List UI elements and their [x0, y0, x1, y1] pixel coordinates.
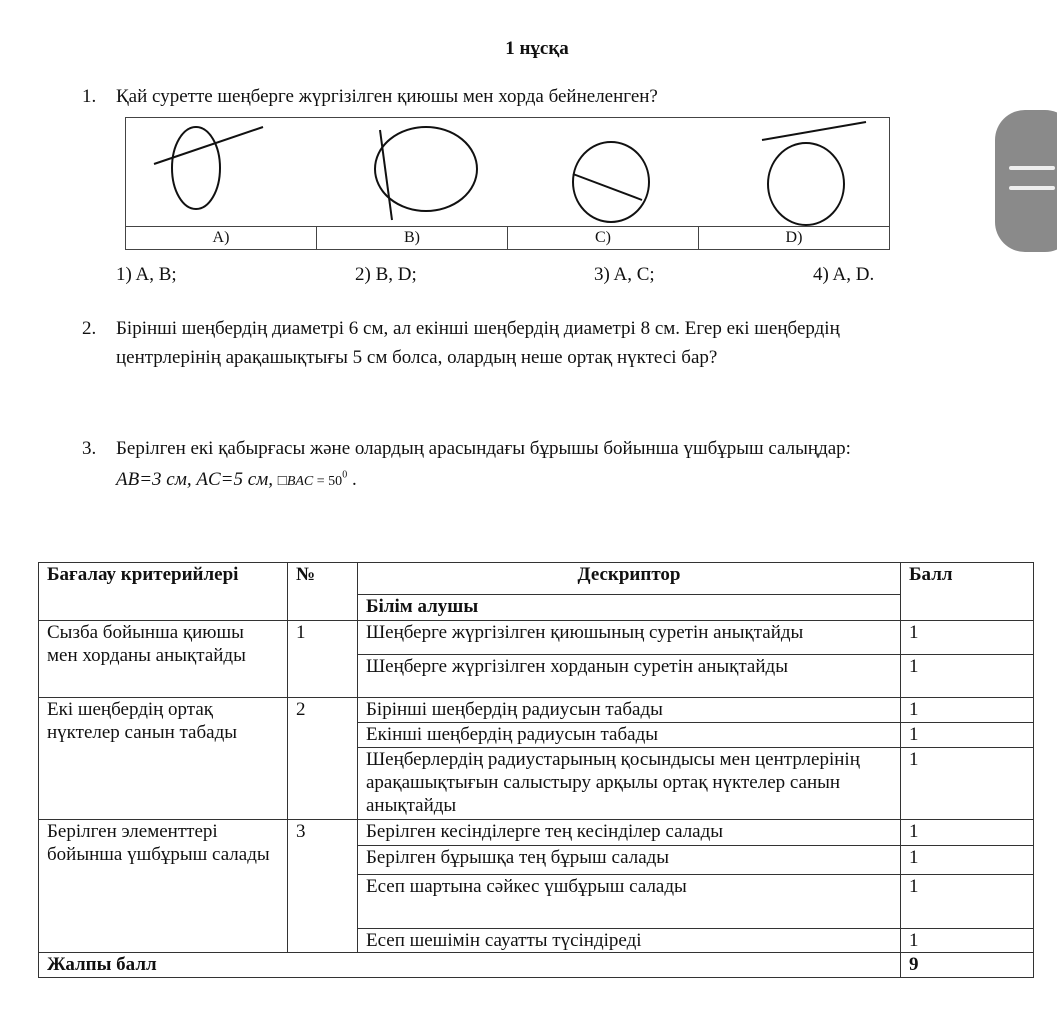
figure-label-b: B) — [316, 227, 507, 249]
option-2: 2) B, D; — [355, 264, 417, 285]
total-label: Жалпы балл — [39, 953, 901, 978]
angle-symbol: □ — [277, 473, 287, 489]
header-criteria: Бағалау критерийлері — [39, 563, 288, 621]
question-2-number: 2. — [82, 318, 97, 339]
criteria-cell: Сызба бойынша қиюшы мен хорданы анықтайды — [39, 621, 288, 698]
option-4: 4) A, D. — [813, 264, 875, 285]
assessment-table — [38, 562, 1034, 978]
question-2-line1: Бірінші шеңбердің диаметрі 6 см, ал екінші шеңбердің диаметрі 8 см. Егер екі шеңбердің — [116, 318, 840, 339]
score-cell: 1 — [901, 655, 1034, 698]
question-1-text: Қай суретте шеңберге жүргізілген қиюшы мен хорда бейнеленген? — [116, 86, 658, 107]
menu-button[interactable] — [995, 110, 1057, 252]
score-cell: 1 — [901, 723, 1034, 748]
figure-label-d: D) — [698, 227, 889, 249]
question-3-line1: Берілген екі қабырғасы және олардың арасындағы бұрышы бойынша үшбұрыш салыңдар: — [116, 438, 851, 459]
figure-labels — [126, 226, 889, 249]
score-cell: 1 — [901, 846, 1034, 875]
descriptor-cell: Екінші шеңбердің радиусын табады — [358, 723, 901, 748]
degree-sign: 0 — [342, 469, 348, 481]
figure-label-a: A) — [212, 229, 230, 246]
num-cell: 3 — [288, 820, 358, 953]
question-3-number: 3. — [82, 438, 97, 459]
descriptor-cell: Шеңберге жүргізілген қиюшының суретін анықтайды — [358, 621, 901, 655]
descriptor-cell: Шеңберге жүргізілген хорданын суретін анықтайды — [358, 655, 901, 698]
descriptor-cell: Шеңберлердің радиустарының қосындысы мен центрлерінің арақашықтығын салыстыру арқылы ортақ нүктелер санын анықтайды — [358, 748, 901, 820]
angle-name: BAC — [286, 474, 314, 489]
figure-label-c: C) — [507, 227, 698, 249]
num-cell: 1 — [288, 621, 358, 698]
descriptor-cell: Есеп шешімін сауатты түсіндіреді — [358, 929, 901, 953]
header-descriptor: Дескриптор — [358, 563, 901, 595]
header-learner: Білім алушы — [358, 595, 901, 621]
score-cell: 1 — [901, 820, 1034, 846]
period: . — [347, 469, 357, 490]
circles-diagram — [126, 118, 891, 230]
descriptor-cell: Бірінші шеңбердің радиусын табады — [358, 698, 901, 723]
menu-line-icon — [1009, 166, 1055, 170]
option-3: 3) A, C; — [594, 264, 655, 285]
angle-value: = 50 — [313, 474, 343, 489]
criteria-cell: Екі шеңбердің ортақ нүктелер санын табады — [39, 698, 288, 820]
header-num: № — [288, 563, 358, 621]
score-cell: 1 — [901, 621, 1034, 655]
total-score: 9 — [901, 953, 1034, 978]
descriptor-cell: Есеп шартына сәйкес үшбұрыш салады — [358, 875, 901, 929]
descriptor-cell: Берілген бұрышқа тең бұрыш салады — [358, 846, 901, 875]
score-cell: 1 — [901, 748, 1034, 820]
header-score: Балл — [901, 563, 1034, 621]
question-1-number: 1. — [82, 86, 97, 107]
sides-given: AB=3 см, AC=5 см, — [116, 469, 278, 490]
score-cell: 1 — [901, 929, 1034, 953]
menu-line-icon — [1009, 186, 1055, 190]
option-1: 1) A, B; — [116, 264, 177, 285]
page-title: 1 нұсқа — [505, 38, 569, 59]
score-cell: 1 — [901, 698, 1034, 723]
question-3-line2 — [116, 469, 357, 491]
criteria-cell: Берілген элементтері бойынша үшбұрыш салады — [39, 820, 288, 953]
question-1-figure — [125, 117, 890, 250]
question-2-line2: центрлерінің арақашықтығы 5 см болса, олардың неше ортақ нүктесі бар? — [116, 347, 718, 368]
score-cell: 1 — [901, 875, 1034, 929]
num-cell: 2 — [288, 698, 358, 820]
descriptor-cell: Берілген кесінділерге тең кесінділер салады — [358, 820, 901, 846]
